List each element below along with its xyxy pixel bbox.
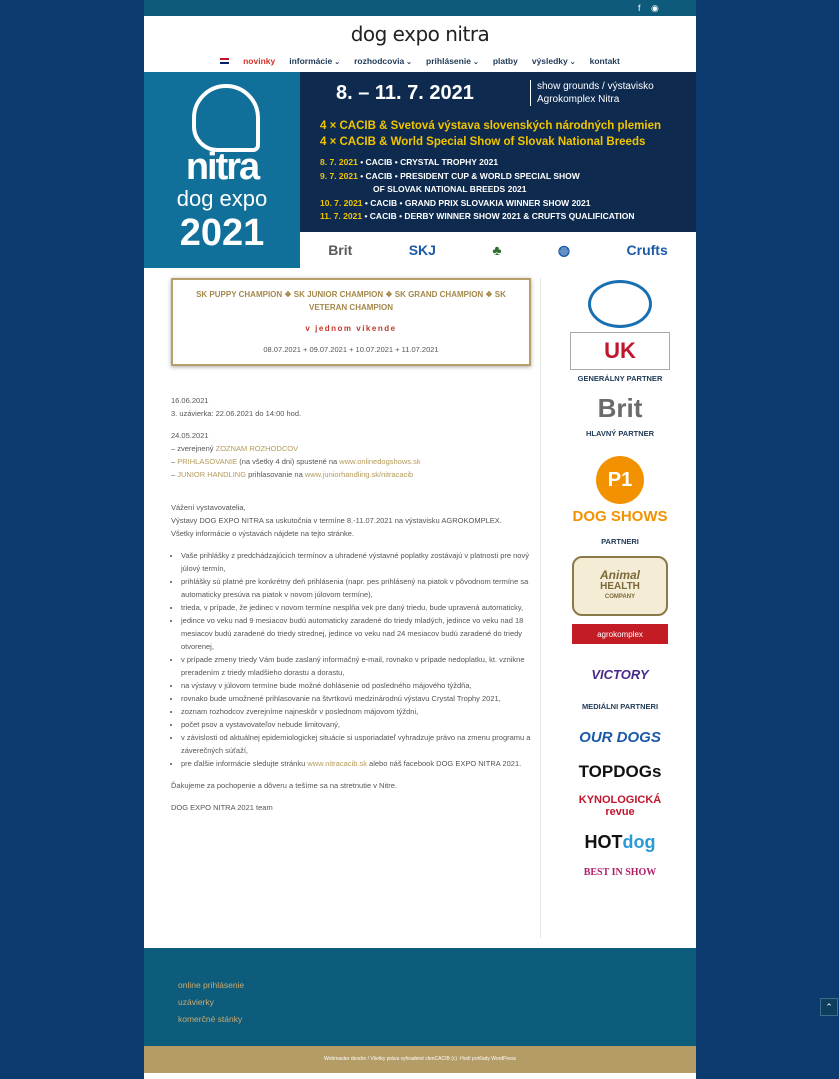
nav-item-vysledky[interactable]: výsledky ⌄ bbox=[531, 56, 576, 66]
banner-dates: 8. – 11. 7. 2021 bbox=[336, 82, 474, 104]
main-partner-label: HLAVNÝ PARTNER bbox=[585, 429, 655, 438]
dogshows-logo[interactable]: DOG SHOWS bbox=[572, 508, 668, 525]
thanks-text: Ďakujeme za pochopenie a dôveru a tešíme sa na stretnutie v Nitre. bbox=[171, 781, 397, 790]
nav-item-rozhodcovia[interactable]: rozhodcovia ⌄ bbox=[354, 56, 413, 66]
nav-item-novinky[interactable]: novinky bbox=[243, 56, 276, 66]
sidebar-divider bbox=[540, 278, 541, 938]
dog-head-icon bbox=[192, 84, 260, 152]
list-item: • trieda, v prípade, že jedinec v novom termíne nesplňa vek pre daný triedu, bude upravená automaticky, bbox=[181, 601, 531, 614]
chevron-down-icon: ⌄ bbox=[472, 59, 479, 66]
hotdog-logo[interactable]: HOT dog bbox=[584, 831, 656, 852]
nav-item-informacie[interactable]: informácie ⌄ bbox=[289, 56, 341, 66]
agrokomplex-logo[interactable]: agrokomplex bbox=[572, 624, 668, 644]
chevron-down-icon: ⌄ bbox=[569, 59, 576, 66]
banner-venue: show grounds / výstavisko Agrokomplex Nitra bbox=[530, 80, 654, 106]
ukk-logo: ♣ bbox=[492, 242, 502, 258]
banner-dogexpo: dog expo bbox=[176, 186, 268, 211]
announcement-list bbox=[171, 549, 531, 770]
ukk-logo[interactable]: UK bbox=[570, 332, 670, 370]
animal-health-logo[interactable]: Animal HEALTH COMPANY bbox=[572, 556, 668, 616]
signature-text: DOG EXPO NITRA 2021 team bbox=[171, 803, 273, 812]
junior-handling-link[interactable]: JUNIOR HANDLING bbox=[177, 470, 247, 479]
banner-schedule: 8. 7. 2021 • CACIB • CRYSTAL TROPHY 2021 9. 7. 2021 • CACIB • PRESIDENT CUP & WORLD SPECIAL SHOW OF SLOVAK NATIONAL BREEDS 2021 10. 7. 2021 • CACIB • GRAND PRIX SLOVAKIA WINNER SHOW 2021 11. 7. 2021 • CACIB • DERBY WINNER SHOW 2021 & CRUFTS QUALIFICATION bbox=[320, 157, 635, 221]
partners-label: PARTNERI bbox=[601, 537, 639, 546]
banner-nitra: nitra bbox=[185, 146, 259, 188]
topdogs-logo[interactable]: TOPDOGs bbox=[578, 762, 662, 781]
nav-item-kontakt[interactable]: kontakt bbox=[589, 56, 620, 66]
ourdogs-logo[interactable]: OUR DOGS bbox=[579, 728, 661, 746]
banner-year: 2021 bbox=[179, 212, 265, 254]
list-item: • zoznam rozhodcov zverejníme najneskôr v poslednom májovom týždni, bbox=[181, 705, 531, 718]
scroll-to-top-button[interactable]: ⌃ bbox=[820, 998, 838, 1016]
champion-box bbox=[171, 278, 531, 366]
onlinedogshows-link[interactable]: www.onlinedogshows.sk bbox=[339, 457, 421, 466]
footer-link-online[interactable]: online prihlásenie bbox=[178, 980, 245, 990]
champion-dates: 08.07.2021 + 09.07.2021 + 10.07.2021 + 11.07.2021 bbox=[263, 345, 439, 354]
list-item: • jedince vo veku nad 9 mesiacov budú automaticky zaradené do triedy mladých, jedince vo veku nad 18 mesiacov budú zaradené do triedy strednej, jedince vo veku nad 24 mesiacov budú zaradené do triedy otvorenej, bbox=[181, 614, 531, 653]
p1-logo[interactable]: P1 bbox=[596, 456, 644, 504]
crufts-logo: Crufts bbox=[626, 242, 668, 258]
rss-icon[interactable]: ◉ bbox=[651, 3, 659, 13]
sidebar-partners bbox=[544, 280, 696, 887]
page bbox=[144, 0, 696, 1079]
fci-globe-icon: ◍ bbox=[557, 241, 571, 258]
site-logo[interactable]: dog expo nitra bbox=[350, 22, 490, 46]
judges-link[interactable]: ZOZNAM ROZHODCOV bbox=[215, 444, 299, 453]
skj-logo: SKJ bbox=[408, 242, 436, 258]
general-partner-label: GENERÁLNY PARTNER bbox=[577, 374, 663, 383]
list-item: • na výstavy v júlovom termíne bude možné dohlásenie od posledného májového týždňa, bbox=[181, 679, 531, 692]
news-item-2: 24.05.2021 – zverejnený ZOZNAM ROZHODCOV – PRIHLASOVANIE (na všetky 4 dni) spustené na www.onlinedogshows.sk – JUNIOR HANDLING prihlasovanie na www.juniorhandling.sk/nitracacib bbox=[171, 431, 421, 479]
list-item: • v prípade zmeny triedy Vám bude zaslaný informačný e-mail, rovnako v prípade nedoplatku, kt. vznikne preradením z triedy mladšieho dorastu a dorastu, bbox=[181, 653, 531, 679]
brit-logo[interactable]: Brit bbox=[597, 392, 643, 423]
facebook-icon[interactable]: f bbox=[638, 3, 641, 13]
champion-title: SK PUPPY CHAMPION ❖ SK JUNIOR CHAMPION ❖ SK GRAND CHAMPION ❖ SK VETERAN CHAMPION bbox=[196, 290, 506, 312]
juniorhandling-url-link[interactable]: www.juniorhandling.sk/nitracacib bbox=[304, 470, 414, 479]
footer-link-stanky[interactable]: komerčné stánky bbox=[178, 1014, 243, 1024]
chevron-down-icon: ⌄ bbox=[334, 59, 341, 66]
nitracacib-link[interactable]: www.nitracacib.sk bbox=[307, 759, 367, 768]
top-bar bbox=[144, 0, 696, 16]
nav-item-platby[interactable]: platby bbox=[492, 56, 518, 66]
list-item: • počet psov a vystavovateľov nebude limitovaný, bbox=[181, 718, 531, 731]
list-item: • rovnako bude umožnené prihlasovanie na štvrtkovú medzinárodnú výstavu Crystal Trophy 2021, bbox=[181, 692, 531, 705]
media-partners-label: MEDIÁLNI PARTNERI bbox=[581, 702, 659, 711]
news-content bbox=[171, 278, 531, 823]
champion-weekend: v jednom víkende bbox=[305, 324, 397, 333]
list-item: • v závislosti od aktuálnej epidemiologickej situácie si usporiadateľ vyhradzuje právo na zmenu programu a záverečných súťaží, bbox=[181, 731, 531, 757]
chevron-down-icon: ⌄ bbox=[406, 59, 413, 66]
footer-link-uzavierky[interactable]: uzávierky bbox=[178, 997, 214, 1007]
copyright-bar: Webmaster dexdre / Všetky práva vyhradené clenCACIB (c) ·Hodí pohľady WordPress bbox=[144, 1046, 696, 1073]
skj-logo[interactable] bbox=[588, 280, 652, 328]
english-flag-icon[interactable] bbox=[220, 58, 229, 64]
best-in-show-logo[interactable]: BEST IN SHOW bbox=[583, 866, 657, 878]
banner-sponsor-logos bbox=[300, 232, 696, 268]
victory-logo[interactable]: VICTORY bbox=[591, 666, 649, 682]
banner-headline: 4 × CACIB & Svetová výstava slovenských národných plemien 4 × CACIB & World Special Show of Slovak National Breeds bbox=[320, 120, 661, 148]
list-item: • pre ďalšie informácie sledujte stránku www.nitracacib.sk alebo náš facebook DOG EXPO NITRA 2021. bbox=[181, 757, 531, 770]
announcement: Vážení vystavovatelia, Výstavy DOG EXPO NITRA sa uskutočnia v termíne 8.-11.07.2021 na výstavisku AGROKOMPLEX. Všetky informácie o výstavách nájdete na tejto stránke. bbox=[171, 503, 502, 538]
list-item: • Vaše prihlášky z predchádzajúcich termínov a uhradené výstavné poplatky zostávajú v platnosti pre nový júlový termín, bbox=[181, 549, 531, 575]
nav-item-prihlasenie[interactable]: prihlásenie ⌄ bbox=[426, 56, 479, 66]
news-item-1: 16.06.2021 3. uzávierka: 22.06.2021 do 14:00 hod. bbox=[171, 396, 302, 418]
banner-logo bbox=[144, 72, 300, 268]
list-item: • prihlášky sú platné pre konkrétny deň prihlásenia (napr. pes prihlásený na piatok v pôvodnom termíne sa automaticky presúva na piatok v novom júlovom termíne), bbox=[181, 575, 531, 601]
registration-link[interactable]: PRIHLASOVANIE bbox=[177, 457, 238, 466]
brit-logo: Brit bbox=[328, 242, 353, 258]
kynologicka-revue-logo[interactable]: KYNOLOGICKÁ revue bbox=[578, 794, 662, 818]
footer bbox=[144, 948, 696, 1046]
main-nav bbox=[144, 52, 696, 70]
event-banner bbox=[144, 72, 696, 268]
